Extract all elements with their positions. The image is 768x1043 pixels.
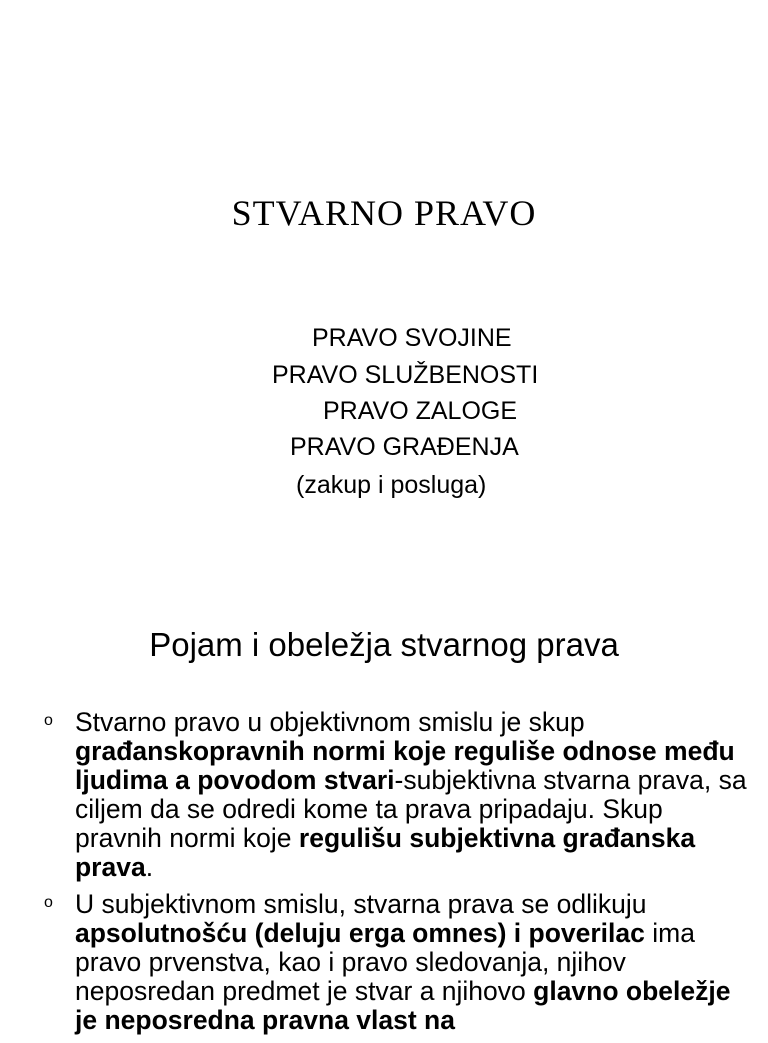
topic-pravo-gradjenja: PRAVO GRAĐENJA [290, 433, 519, 461]
bullet-text-bold: regulišu subjektivna građanska prava [75, 823, 696, 882]
bullet-text: . [145, 852, 154, 882]
topic-pravo-sluzbenosti: PRAVO SLUŽBENOSTI [272, 361, 539, 389]
topic-pravo-zaloge: PRAVO ZALOGE [323, 397, 518, 425]
bullet-text: U subjektivnom smislu, stvarna prava se odlikuju [75, 889, 647, 919]
bullet-text-bold: apsolutnošću (deluju erga omnes) i poverilac [75, 918, 645, 948]
bullet-text: ima pravo prvenstva, kao i pravo sledovanja, njihov neposredan predmet je stvar a njihovo [75, 918, 695, 1006]
bullet-text: -subjektivna stvarna prava, sa ciljem da se odredi kome ta prava pripadaju. Skup pravnih normi koje [75, 765, 747, 853]
section-title: Pojam i obeležja stvarnog prava [149, 626, 619, 663]
bullet-marker: o [44, 894, 53, 911]
topic-zakup-i-posluga: (zakup i posluga) [296, 471, 487, 499]
bullet-list [0, 708, 768, 1043]
document-title: STVARNO PRAVO [231, 193, 537, 233]
bullet-marker: o [44, 712, 53, 729]
bullet-item-subjektivni [0, 890, 768, 1035]
bullet-text: Stvarno pravo u objektivnom smislu je skup [75, 707, 585, 737]
bullet-item-objektivni [0, 708, 768, 882]
bullet-text-bold: glavno obeležje je neposredna pravna vlast na [75, 976, 731, 1035]
bullet-text-bold: građanskopravnih normi koje reguliše odnose među ljudima a povodom stvari [75, 736, 735, 795]
topic-pravo-svojine: PRAVO SVOJINE [312, 324, 512, 352]
